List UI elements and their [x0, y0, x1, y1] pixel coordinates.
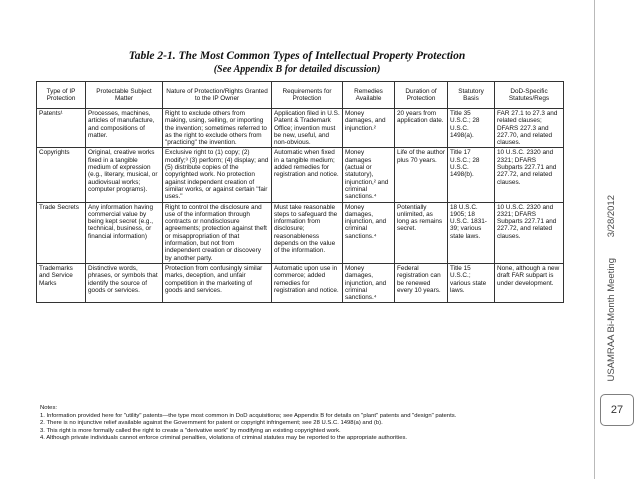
cell-duration: Federal registration can be renewed every 10 years. — [395, 263, 448, 302]
cell-remedies: Money damages (actual or statutory), injunction,² and criminal sanctions.⁴ — [343, 148, 395, 202]
cell-nature: Exclusive right to (1) copy; (2) modify;³ (3) perform; (4) display; and (5) distribute copies of the copyrighted work. No protection against independent creation of similar works, or against certain "fair uses." — [163, 148, 272, 202]
cell-statutory: Title 17 U.S.C.; 28 U.S.C. 1498(b). — [448, 148, 495, 202]
header-remedies: Remedies Available — [343, 82, 395, 109]
cell-type: Copyrights — [37, 148, 86, 202]
header-statutory: Statutory Basis — [448, 82, 495, 109]
table-notes — [40, 405, 570, 443]
header-duration: Duration of Protection — [395, 82, 448, 109]
cell-duration: 20 years from application date. — [395, 109, 448, 148]
header-subject: Protectable Subject Matter — [86, 82, 163, 109]
cell-nature: Right to exclude others from making, using, selling, or importing the invention; sometimes referred to as the right to exclude others from "practicing" the invention. — [163, 109, 272, 148]
cell-dod: FAR 27.1 to 27.3 and related clauses; DFARS 227.3 and 227.70, and related clauses. — [495, 109, 564, 148]
cell-nature: Right to control the disclosure and use of the information through contracts or nondisclosure agreements; protection against theft or misappropriation of that information, but not from independent creation or discovery by another party. — [163, 202, 272, 263]
cell-dod: 10 U.S.C. 2320 and 2321; DFARS Subparts 227.71 and 227.72, and related clauses. — [495, 148, 564, 202]
cell-subject: Distinctive words, phrases, or symbols that identify the source of goods or services. — [86, 263, 163, 302]
header-nature: Nature of Protection/Rights Granted to the IP Owner — [163, 82, 272, 109]
note-item: 1. Information provided here for "utility" patents—the type most common in DoD acquisitions; see Appendix B for details on "plant" patents and "design" patents. — [40, 412, 457, 419]
cell-type: Patents¹ — [37, 109, 86, 148]
table-title: Table 2-1. The Most Common Types of Intellectual Property Protection — [128, 50, 466, 62]
note-item: 4. Although private individuals cannot enforce criminal penalties, violations of criminal statutes may be reported to the appropriate authorities. — [40, 435, 408, 442]
page-number-badge — [600, 394, 634, 426]
cell-statutory: 18 U.S.C. 1905; 18 U.S.C. 1831-39; various state laws. — [448, 202, 495, 263]
cell-statutory: Title 15 U.S.C.; various state laws. — [448, 263, 495, 302]
cell-remedies: Money damages, injunction, and criminal sanctions.⁴ — [343, 263, 395, 302]
table-subtitle: (See Appendix B for detailed discussion) — [213, 64, 381, 75]
sidebar-meeting-name: USAMRAA Bi-Month Meeting — [606, 258, 617, 382]
cell-dod: None, although a new draft FAR subpart is under development. — [495, 263, 564, 302]
note-item: 2. There is no injunctive relief available against the Government for patent or copyright infringement; see 28 U.S.C. 1498(a) and (b). — [40, 420, 383, 427]
cell-statutory: Title 35 U.S.C.; 28 U.S.C. 1498(a). — [448, 109, 495, 148]
table-header-row — [37, 82, 564, 109]
table-row — [37, 263, 564, 302]
cell-remedies: Money damages, and injunction.² — [343, 109, 395, 148]
header-type: Type of IP Protection — [37, 82, 86, 109]
cell-remedies: Money damages, injunction, and criminal sanctions.⁴ — [343, 202, 395, 263]
cell-duration: Life of the author plus 70 years. — [395, 148, 448, 202]
sidebar-date: 3/28/2012 — [606, 195, 617, 238]
note-item: 3. This right is more formally called the right to create a "derivative work" by modifying an existing copyrighted work. — [40, 427, 341, 434]
notes-heading: Notes: — [40, 405, 58, 411]
cell-requirements: Automatic when fixed in a tangible medium; added remedies for registration and notice. — [272, 148, 343, 202]
cell-subject: Original, creative works fixed in a tangible medium of expression (e.g., literary, musical, or audiovisual works; computer programs). — [86, 148, 163, 202]
cell-dod: 10 U.S.C. 2320 and 2321; DFARS Subparts 227.71 and 227.72, and related clauses. — [495, 202, 564, 263]
table-row — [37, 148, 564, 202]
page-number: 27 — [610, 404, 624, 416]
cell-duration: Potentially unlimited, as long as remains secret. — [395, 202, 448, 263]
cell-type: Trademarks and Service Marks — [37, 263, 86, 302]
cell-type: Trade Secrets — [37, 202, 86, 263]
cell-requirements: Application filed in U.S. Patent & Trademark Office; invention must be new, useful, and non-obvious. — [272, 109, 343, 148]
cell-requirements: Must take reasonable steps to safeguard the information from disclosure; reasonableness depends on the value of the information. — [272, 202, 343, 263]
header-requirements: Requirements for Protection — [272, 82, 343, 109]
table-row — [37, 109, 564, 148]
table-row — [37, 202, 564, 263]
cell-subject: Any information having commercial value by being kept secret (e.g., technical, business, or financial information) — [86, 202, 163, 263]
cell-nature: Protection from confusingly similar marks, deception, and unfair competition in the marketing of goods and services. — [163, 263, 272, 302]
cell-subject: Processes, machines, articles of manufacture, and compositions of matter. — [86, 109, 163, 148]
header-dod: DoD-Specific Statutes/Regs — [495, 82, 564, 109]
cell-requirements: Automatic upon use in commerce; added remedies for registration and notice. — [272, 263, 343, 302]
ip-protection-table — [36, 81, 564, 303]
